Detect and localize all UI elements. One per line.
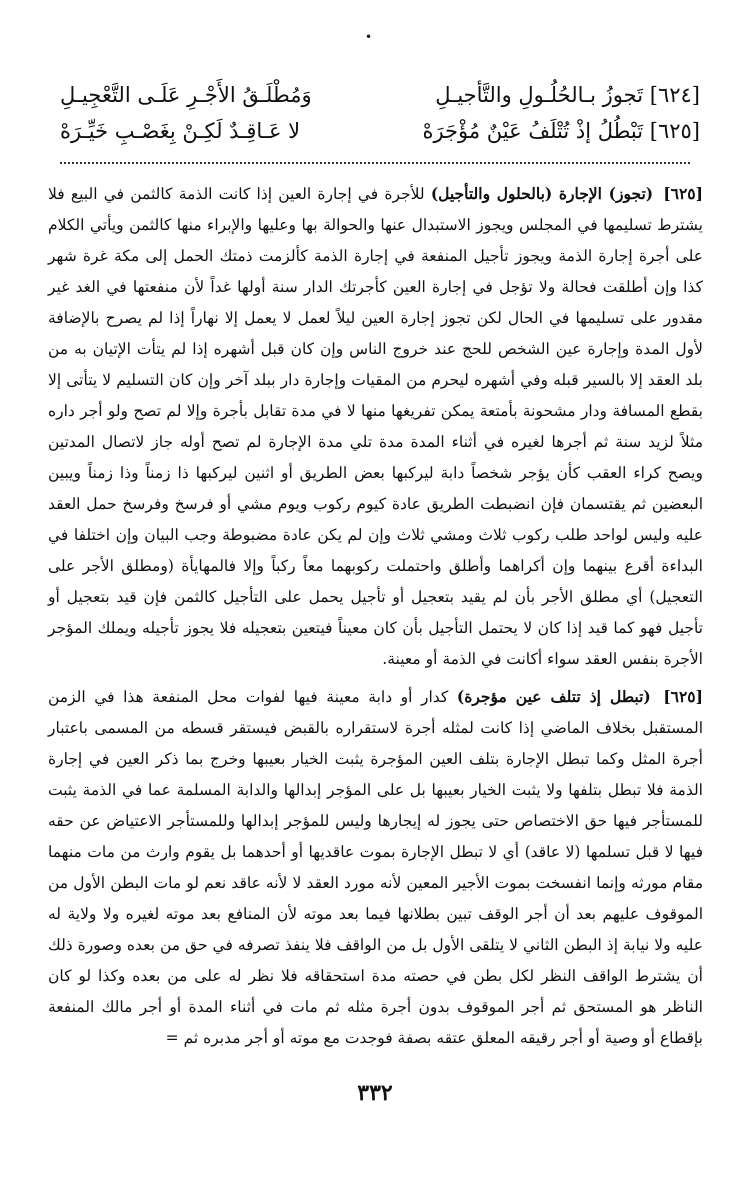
paragraph-number: [٦٢٥] — [663, 184, 703, 203]
verse-row — [60, 114, 700, 148]
verse-row — [60, 78, 700, 112]
verse-second-hemistich: لا عَـاقِـدٌ لَكِـنْ بِغَصْـبِ خَيِّـرَهْ — [60, 119, 301, 143]
dotted-separator — [60, 162, 690, 164]
verse-second-hemistich: وَمُطْلَـقُ الأَجْـرِ عَلَـى التَّعْجِيـلِ — [60, 83, 312, 107]
page-number: ٣٣٢ — [357, 1080, 393, 1106]
paragraph-lead: (تجوز) الإجارة (بالحلول والتأجيل) — [430, 184, 654, 203]
paragraph-text: كدار أو دابة معينة فيها لفوات محل المنفعة هذا في الزمن المستقبل بخلاف الماضي إذا كانت لمثله أجرة لاستقراره بالقبض فيستقر قسطه من المسمى باعتبار أجرة المثل وكما تبطل الإجارة بتلف العين المؤجرة يثبت الخيار بعيبها وخرج بما ذكر العين في إجارة الذمة فلا تبطل بتلفها ولا يثبت الخيار بعيبها بل على المؤجر إبدالها والدابة المسلمة عما في الذمة يثبت للمستأجر فيها حق الاختصاص حتى يجوز له إيجارها وليس للمؤجر إبدالها وللمستأجر الاعتياض عن حقه فيها لا قبل تسلمها (لا عاقد) أي لا تبطل الإجارة بموت عاقديها أو أحدهما بل يقوم وارث من مات منهما مقام مورثه وإنما انفسخت بموت الأجير المعين لأنه مورد العقد لا لأنه عاقد نعم لو مات البطن الأول من الموقوف عليهم بعد أن أجر الوقف تبين بطلانها فيما بعد موته لأن المنافع بعد موته لغيره ولا ولاية له عليه ولا نيابة إذ البطن الثاني لا يتلقى الأول بل من الواقف فلا ينفذ تصرفه في حق من بعده وصورة ذلك أن يشترط الواقف النظر لكل بطن في حصته مدة استحقاقه فلا نظر له على من بعده وكذا لو كان الناظر هو المستحق ثم أجر الموقوف بدون أجرة مثله ثم مات في أثناء المدة أو أجر مالك المنفعة بإقطاع أو وصية أو أجر رقيقه المعلق عتقه بصفة فوجدت مع موته أو أجر مدبره ثم = — [48, 688, 703, 1047]
commentary-paragraph — [48, 681, 703, 1054]
commentary-body — [48, 178, 703, 1060]
verse-number: [٦٢٥] — [649, 119, 700, 143]
paragraph-lead: (تبطل إذ تتلف عين مؤجرة) — [456, 687, 651, 706]
top-dot: • — [365, 30, 373, 44]
verse-number: [٦٢٤] — [649, 83, 700, 107]
paragraph-number: [٦٢٥] — [663, 687, 703, 706]
verse-first-hemistich — [435, 78, 700, 112]
verse-text: تَجوزُ بـالحُلُـولِ والتَّأجيـلِ — [435, 83, 644, 107]
verse-text: تَبْطُلُ إذْ تُتْلَفُ عَيْنٌ مُؤْجَرَهْ — [422, 119, 644, 143]
verse-first-hemistich — [422, 114, 700, 148]
paragraph-text: للأجرة في إجارة العين إذا كانت الذمة كالثمن في البيع فلا يشترط تسليمها في المجلس ويجوز الاستبدال عنها والحوالة بها وعليها والإبراء منها كالثمن ويأتي الكلام على أجرة إجارة الذمة ويجوز تأجيل المنفعة في إجارة الذمة كألزمت ذمتك الحمل إلى مكة غرة شهر كذا وإن أطلقت فحالة ولا تؤجل في إجارة العين كأجرتك الدار سنة أولها غداً لأن منفعتها في الغد غير مقدور على تسليمها في الحال لكن تجوز إجارة العين ليلاً لعمل لا يعمل إلا نهاراً إذا لم يصرح بالإضافة لأول المدة وإجارة عين الشخص للحج عند خروج الناس وإن كان قبل أشهره إذا لم يتأت الإتيان به من بلد العقد إلا بالسير قبله وفي أشهره ليحرم من المقيات وإجارة دار ببلد آخر وإن كان التسليم لا يتأتى إلا بقطع المسافة ودار مشحونة بأمتعة يمكن تفريغها منها لا في مدة تقابل بأجرة وإلا لم تصح ولو أجر داره مثلاً لزيد سنة ثم أجرها لغيره في أثناء المدة مدة تلي مدة الإجارة لم تصح أوله جاز لاتصال المدتين ويصح كراء العقب كأن يؤجر شخصاً دابة ليركبها بعض الطريق أو اثنين ليركبها ذا زمناً وذا زمناً ويبين البعضين ثم يقتسمان فإن انضبطت الطريق عادة كيوم ركوب ويوم مشي أو فرسخ وفرسخ حمل العقد عليه وليس لواحد طلب ركوب ثلاث ومشي ثلاث وإن لم يكن عادة مضبوطة وجب البيان وإن اختلفا في البداءة أقرع بينهما وإن أكراهما وأطلق واحتملت ركوبهما معاً ركباً وإلا فالمهايأة (ومطلق الأجر على التعجيل) أي مطلق الأجر بأن لم يقيد بتعجيل أو تأجيل يحمل على التأجيل كالثمن فإن قيد بتعجيل أو تأجيل فهو كما قيد إذا كان لا يحتمل التأجيل بأن كان معيناً فيتعين بتعجيله فلا يجوز تأجيله ويملك المؤجر الأجرة بنفس العقد سواء أكانت في الذمة أو معينة. — [48, 185, 703, 668]
commentary-paragraph — [48, 178, 703, 675]
